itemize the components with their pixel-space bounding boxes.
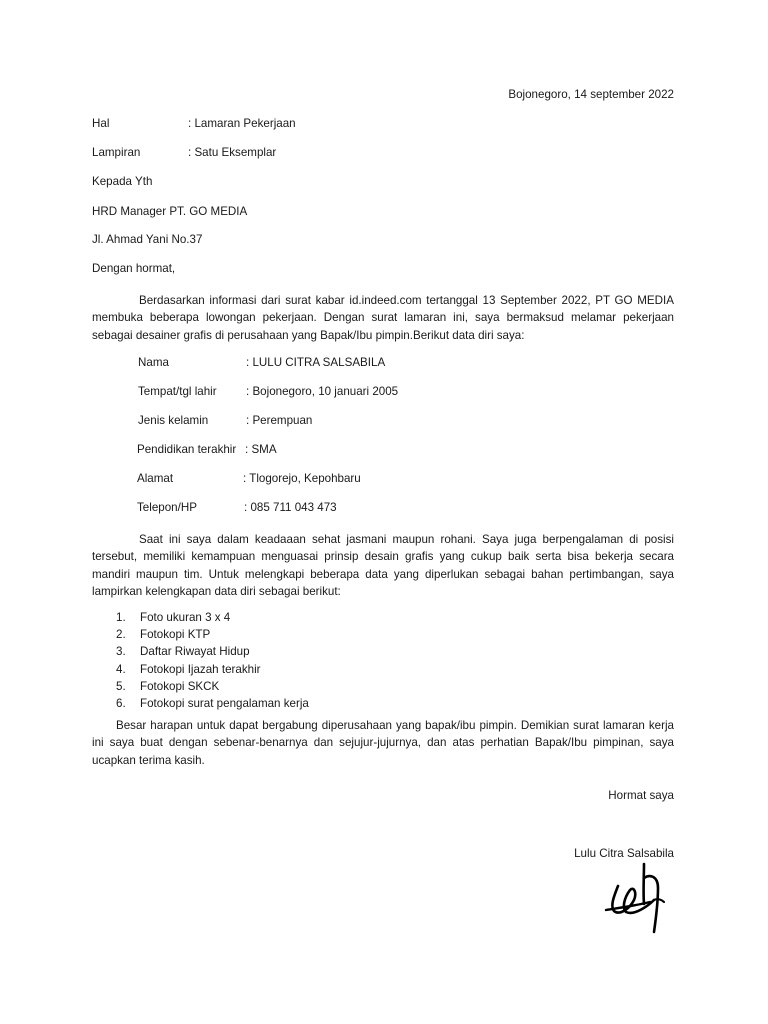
personal-data-label: Nama [138,356,169,369]
intro-paragraph-text: Berdasarkan informasi dari surat kabar id.indeed.com tertanggal 13 September 2022, PT GO MEDIA membuka beberapa lowongan pekerjaan. Dengan surat lamaran ini, saya bermaksud melamar pekerjaan sebagai desainer grafis di perusahaan yang Bapak/Ibu pimpin.Berikut data diri saya: [92,294,674,342]
personal-data-value: : LULU CITRA SALSABILA [246,356,386,369]
list-number: 2. [116,628,126,642]
attachment-label: Lampiran [92,146,141,159]
personal-data-label: Alamat [137,472,174,485]
list-text: Daftar Riwayat Hidup [140,645,250,659]
personal-data-label: Jenis kelamin [138,414,209,427]
list-item [116,695,309,712]
closing-paragraph-text: Besar harapan untuk dapat bergabung diperusahaan yang bapak/ibu pimpin. Demikian surat lamaran kerja ini saya buat dengan sebenar-benarnya dan sejujur-jujurnya, dan atas perhatian Bapak/Ibu pimpinan, saya ucapkan terima kasih. [92,719,674,767]
list-number: 4. [116,662,126,676]
list-text: Fotokopi SKCK [140,679,220,693]
list-item [116,609,309,626]
personal-data-label: Telepon/HP [137,501,197,514]
signer-name: Lulu Citra Salsabila [574,847,674,860]
list-number: 1. [116,611,126,624]
subject-label: Hal [92,117,110,130]
list-number: 6. [116,696,126,710]
personal-data-label: Tempat/tgl lahir [138,385,217,398]
list-text: Fotokopi surat pengalaman kerja [140,696,309,710]
list-number: 3. [116,645,126,659]
personal-data-value: : Tlogorejo, Kepohbaru [243,472,361,485]
greeting: Dengan hormat, [92,262,176,275]
list-text: Fotokopi Ijazah terakhir [140,662,261,676]
list-item [116,678,309,695]
intro-paragraph [92,292,674,344]
handwritten-signature [604,856,670,936]
body-paragraph-text: Saat ini saya dalam keadaaan sehat jasmani maupun rohani. Saya juga berpengalaman di posisi tersebut, memiliki kemampuan menguasai prinsip desain grafis yang cukup baik serta bisa bekerja secara mandiri maupun tim. Untuk melengkapi beberapa data yang diperlukan sebagai bahan pertimbangan, saya lampirkan kelengkapan data diri sebagai berikut: [92,533,674,598]
recipient: HRD Manager PT. GO MEDIA [92,205,248,218]
list-text: Fotokopi KTP [140,628,211,642]
sign-off: Hormat saya [608,789,674,802]
personal-data-label: Pendidikan terakhir [137,443,237,456]
personal-data-value: : 085 711 043 473 [244,501,337,514]
personal-data-value: : SMA [245,443,277,456]
list-text: Foto ukuran 3 x 4 [140,611,231,624]
attachment-value: : Satu Eksemplar [188,146,277,159]
list-item [116,643,309,660]
to-line: Kepada Yth [92,175,153,188]
attachments-list [116,609,309,712]
place-date: Bojonegoro, 14 september 2022 [508,88,674,101]
subject-value: : Lamaran Pekerjaan [188,117,296,130]
list-number: 5. [116,679,126,693]
recipient-address: Jl. Ahmad Yani No.37 [92,233,203,246]
closing-paragraph [92,717,674,769]
signature-stroke [654,899,664,902]
personal-data-value: : Perempuan [246,414,313,427]
personal-data-value: : Bojonegoro, 10 januari 2005 [246,385,399,398]
body-paragraph [92,531,674,600]
list-item [116,661,309,678]
list-item [116,626,309,643]
